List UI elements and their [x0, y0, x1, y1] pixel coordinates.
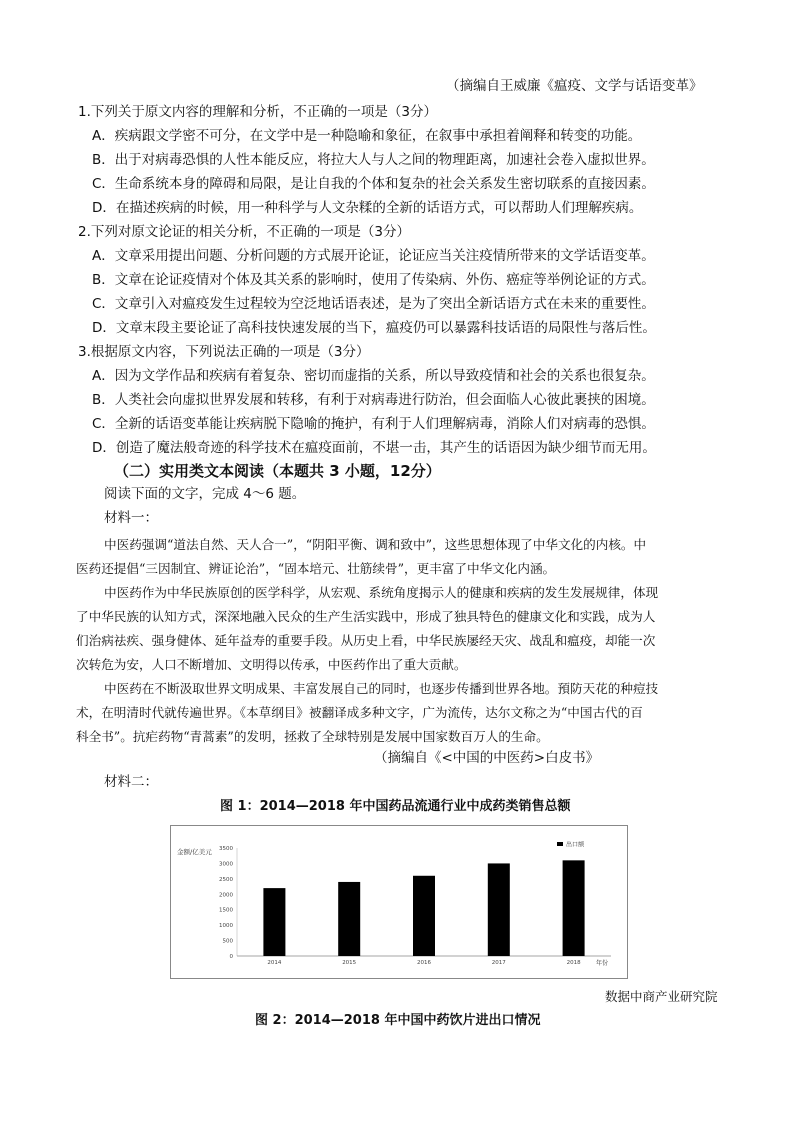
question-2-option-a: A．文章采用提出问题、分析问题的方式展开论证，论证应当关注疫情所带来的文学话语变革。 [92, 248, 655, 264]
material-2-label: 材料二： [104, 774, 158, 790]
y-tick-label: 3000 [219, 861, 233, 868]
bar-chart-frame [170, 825, 628, 979]
material-1-label: 材料一： [104, 510, 158, 526]
x-tick-label: 2016 [417, 960, 431, 966]
question-1-option-d: D．在描述疾病的时候，用一种科学与人文杂糅的全新的话语方式，可以帮助人们理解疾病。 [92, 200, 643, 216]
y-tick-label: 0 [229, 954, 233, 960]
question-3-option-a: A．因为文学作品和疾病有着复杂、密切而虚指的关系，所以导致疫情和社会的关系也很复杂。 [92, 368, 655, 384]
bar-chart [171, 826, 627, 978]
material-1-line: 术，在明清时代就传遍世界。《本草纲目》被翻译成多种文字，广为流传，达尔文称之为“中国古代的百 [76, 705, 643, 720]
y-tick-label: 2000 [219, 892, 233, 899]
y-tick-label: 2500 [219, 876, 233, 883]
x-tick-label: 2018 [566, 960, 581, 966]
figure-2-title: 图 2：2014—2018 年中国中药饮片进出口情况 [255, 1013, 541, 1028]
source-citation-top: （摘编自王威廉《瘟疫、文学与话语变革》 [446, 78, 703, 94]
question-3-option-b: B．人类社会向虚拟世界发展和转移，有利于对病毒进行防治，但会面临人心彼此裹挟的困境。 [92, 392, 655, 408]
material-1-line: 中医药作为中华民族原创的医学科学，从宏观、系统角度揭示人的健康和疾病的发生发展规律，体现 [104, 585, 659, 600]
y-tick-label: 3500 [219, 846, 233, 852]
question-1-stem: 1.下列关于原文内容的理解和分析，不正确的一项是（3分） [78, 104, 437, 120]
question-3-option-c: C．全新的话语变革能让疾病脱下隐喻的掩护，有利于人们理解病毒，消除人们对病毒的恐惧。 [92, 416, 655, 432]
y-tick-label: 1000 [219, 923, 233, 930]
bar-2015 [338, 882, 360, 956]
material-1-line: 科全书”。抗疟药物“青蒿素”的发明，拯救了全球特别是发展中国家数百万人的生命。 [76, 729, 549, 744]
bar-2018 [563, 860, 585, 956]
x-tick-label: 2017 [491, 960, 506, 966]
material-1-line: 医药还提倡“三因制宜、辨证论治”，“固本培元、壮筋续骨”，更丰富了中华文化内涵。 [76, 561, 556, 576]
y-tick-label: 1500 [219, 907, 233, 914]
y-axis-label: 金额/亿美元 [177, 848, 212, 856]
legend-label: 出口额 [566, 841, 585, 849]
x-tick-label: 2015 [342, 960, 357, 966]
question-3-option-d: D．创造了魔法般奇迹的科学技术在瘟疫面前，不堪一击，其产生的话语因为缺少细节而无用。 [92, 440, 656, 456]
question-2-option-c: C．文章引入对瘟疫发生过程较为空泛地话语表述，是为了突出全新话语方式在未来的重要性。 [92, 296, 655, 312]
bar-2014 [263, 888, 285, 956]
legend-swatch [557, 842, 563, 846]
question-2-option-b: B．文章在论证疫情对个体及其关系的影响时，使用了传染病、外伤、癌症等举例论证的方式。 [92, 272, 655, 288]
question-1-option-a: A．疾病跟文学密不可分，在文学中是一种隐喻和象征，在叙事中承担着阐释和转变的功能。 [92, 128, 642, 144]
figure-1-title: 图 1：2014—2018 年中国药品流通行业中成药类销售总额 [220, 799, 571, 814]
material-1-line: 中医药在不断汲取世界文明成果、丰富发展自己的同时，也逐步传播到世界各地。預防天花的种痘技 [104, 681, 659, 696]
y-tick-label: 500 [222, 938, 233, 945]
material-1-line: 中医药强调“道法自然、天人合一”，“阴阳平衡、调和致中”，这些思想体现了中华文化的内核。中 [104, 537, 647, 552]
section-title: （二）实用类文本阅读（本题共 3 小题，12分） [114, 462, 441, 480]
x-tick-label: 2014 [267, 960, 282, 966]
question-3-stem: 3.根据原文内容，下列说法正确的一项是（3分） [78, 344, 370, 360]
material-1-source: （摘编自《<中国的中医药>白皮书》 [374, 750, 600, 766]
x-axis-label: 年份 [596, 960, 609, 967]
material-1-line: 们治病祛疾、强身健体、延年益寿的重要手段。从历史上看，中华民族屡经天灾、战乱和瘟疫，却能一次 [76, 633, 656, 648]
question-2-option-d: D．文章末段主要论证了高科技快速发展的当下，瘟疫仍可以暴露科技话语的局限性与落后性。 [92, 320, 656, 336]
question-1-option-b: B．出于对病毒恐惧的人性本能反应，将拉大人与人之间的物理距离，加速社会卷入虚拟世界。 [92, 152, 655, 168]
question-2-stem: 2.下列对原文论证的相关分析，不正确的一项是（3分） [78, 224, 410, 240]
material-1-line: 次转危为安，人口不断增加、文明得以传承，中医药作出了重大贡献。 [76, 657, 467, 672]
bar-2016 [413, 876, 435, 956]
material-1-line: 了中华民族的认知方式，深深地融入民众的生产生活实践中，形成了独具特色的健康文化和实践，成为人 [76, 609, 656, 624]
reading-instruction: 阅读下面的文字，完成 4～6 题。 [104, 486, 306, 502]
chart-source: 数据中商产业研究院 [605, 989, 718, 1004]
question-1-option-c: C．生命系统本身的障碍和局限，是让自我的个体和复杂的社会关系发生密切联系的直接因素。 [92, 176, 655, 192]
bar-2017 [488, 863, 510, 956]
